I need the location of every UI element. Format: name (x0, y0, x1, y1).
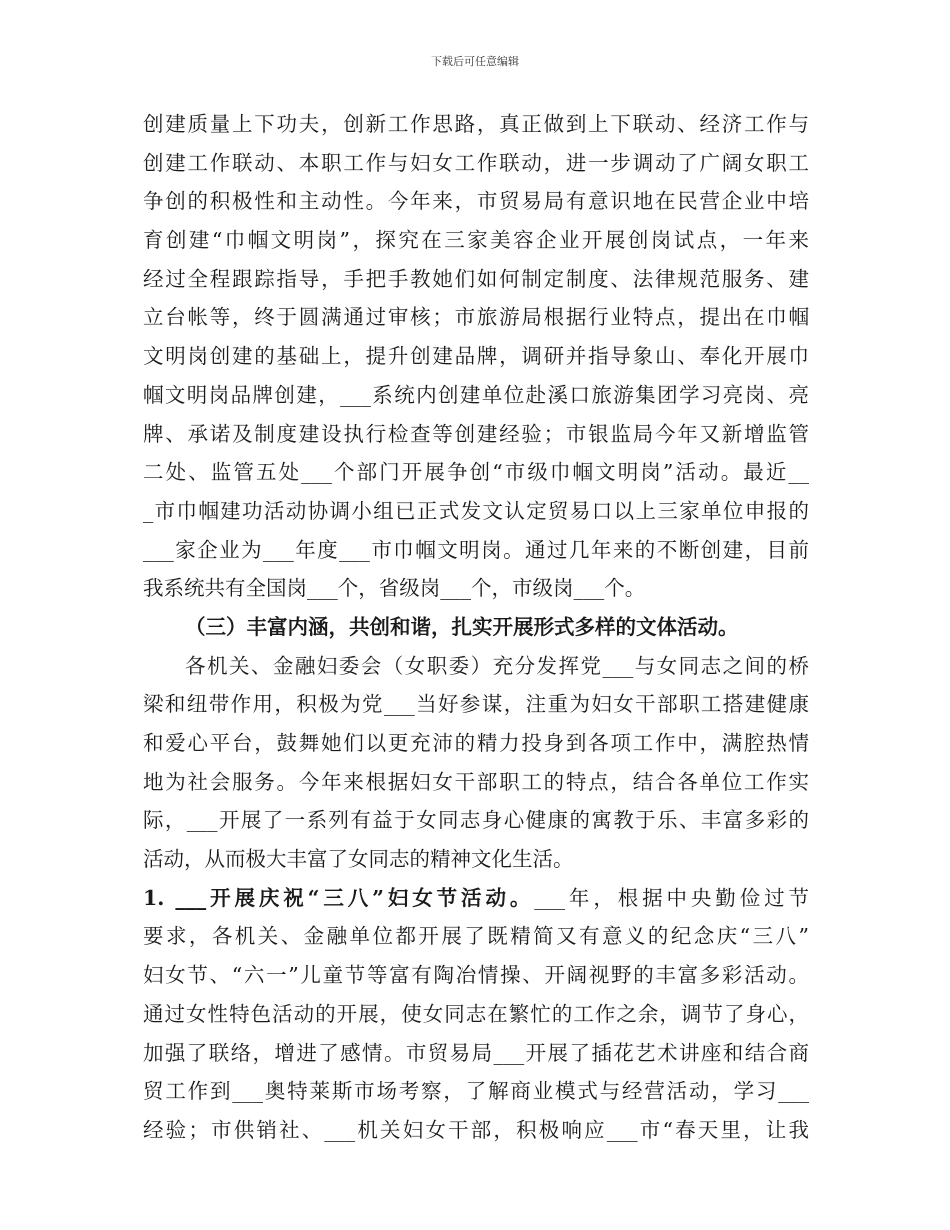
body-line: 和爱心平台，鼓舞她们以更充沛的精力投身到各项工作中，满腔热情 (143, 731, 809, 755)
body-line: 我系统共有全国岗___个，省级岗___个，市级岗___个。 (143, 576, 646, 601)
body-line: 各机关、金融妇委会（女职委）充分发挥党___与女同志之间的桥 (185, 653, 809, 678)
body-line: 创建质量上下功夫，创新工作思路，真正做到上下联动、经济工作与 (143, 112, 809, 136)
body-line: 通过女性特色活动的开展，使女同志在繁忙的工作之余，调节了身心， (143, 1001, 809, 1026)
subheading-bold: 1. ___开展庆祝“三八”妇女节活动。 (143, 885, 535, 910)
body-line: 牌、承诺及制度建设执行检查等创建经验；市银监局今年又新增监管 (143, 421, 809, 446)
document-body (143, 105, 809, 1150)
body-line: _市巾帼建功活动协调小组已正式发文认定贸易口以上三家单位申报的 (143, 498, 809, 523)
body-line: 要求，各机关、金融单位都开展了既精简又有意义的纪念庆“三八” (143, 924, 809, 949)
body-line: 地为社会服务。今年来根据妇女干部职工的特点，结合各单位工作实 (143, 769, 809, 794)
page-header: 下载后可任意编辑 (431, 55, 519, 68)
body-line: 争创的积极性和主动性。今年来，市贸易局有意识地在民营企业中培 (143, 189, 809, 214)
body-line: 梁和纽带作用，积极为党___当好参谋，注重为妇女干部职工搭建健康 (143, 692, 809, 717)
body-line: 加强了联络，增进了感情。市贸易局___开展了插花艺术讲座和结合商 (143, 1040, 809, 1065)
body-line: 妇女节、“六一”儿童节等富有陶冶情操、开阔视野的丰富多彩活动。 (143, 963, 809, 988)
body-line: 贸工作到___奥特莱斯市场考察，了解商业模式与经营活动，学习___ (143, 1079, 809, 1104)
body-line: 育创建“巾帼文明岗”，探究在三家美容企业开展创岗试点，一年来 (143, 228, 809, 253)
body-line: 立台帐等，终于圆满通过审核；市旅游局根据行业特点，提出在巾帼 (143, 305, 809, 330)
body-line: 活动，从而极大丰富了女同志的精神文化生活。 (143, 847, 574, 872)
body-line (143, 879, 809, 918)
body-line: 二处、监管五处___个部门开展争创“市级巾帼文明岗”活动。最近__ (143, 460, 809, 485)
body-line: 经过全程跟踪指导，手把手教她们如何制定制度、法律规范服务、建 (143, 266, 809, 291)
body-line: 文明岗创建的基础上，提升创建品牌，调研并指导象山、奉化开展巾 (143, 344, 809, 369)
body-line: 创建工作联动、本职工作与妇女工作联动，进一步调动了广阔女职工 (143, 150, 809, 175)
body-line: 经验；市供销社、___机关妇女干部，积极响应___市“春天里，让我 (143, 1117, 809, 1142)
section-heading: （三）丰富内涵，共创和谐，扎实开展形式多样的文体活动。 (185, 614, 739, 639)
subheading-rest: ___年，根据中央勤俭过节 (534, 885, 810, 910)
body-line: 帼文明岗品牌创建，___系统内创建单位赴溪口旅游集团学习亮岗、亮 (143, 382, 809, 407)
body-line: ___家企业为___年度___市巾帼文明岗。通过几年来的不断创建，目前 (143, 537, 809, 562)
body-line: 际，___开展了一系列有益于女同志身心健康的寓教于乐、丰富多彩的 (143, 808, 809, 833)
